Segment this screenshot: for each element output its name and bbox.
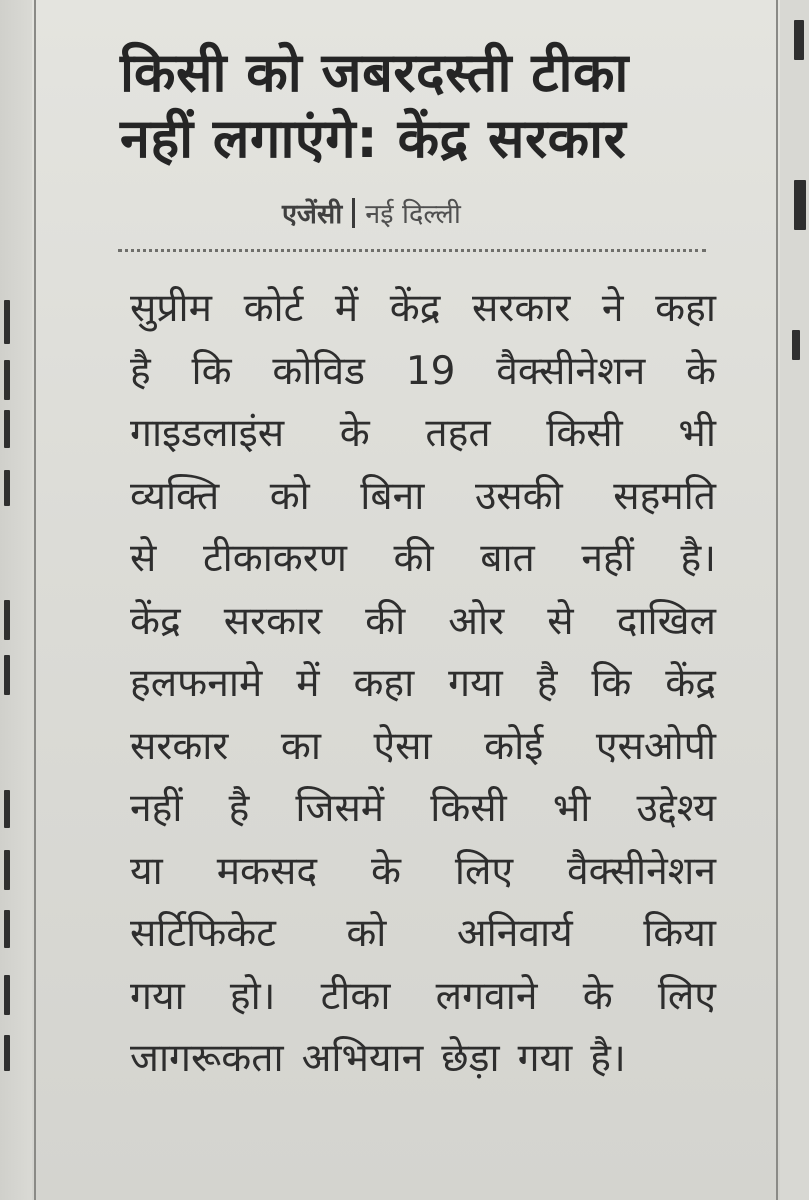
body-line — [130, 466, 716, 529]
body-line — [130, 528, 716, 591]
body-word: गया — [130, 973, 185, 1019]
headline-line: किसी को जबरदस्ती टीका — [120, 41, 629, 104]
body-word: ओर — [448, 598, 505, 644]
body-line — [130, 278, 716, 341]
body-line — [130, 716, 716, 779]
column-divider-right — [776, 0, 778, 1200]
body-word: उद्देश्य — [636, 786, 716, 831]
adjacent-text-fragment — [4, 300, 10, 344]
body-word: है। — [590, 1036, 626, 1081]
adjacent-text-fragment — [4, 1035, 10, 1071]
body-word: कि — [591, 661, 632, 706]
body-word: कि — [191, 348, 232, 394]
body-word: में — [334, 286, 359, 331]
body-word: केंद्र — [130, 598, 181, 644]
body-word: से — [130, 536, 157, 581]
body-word: सर्टिफिकेट — [130, 911, 276, 956]
body-word: दाखिल — [616, 598, 716, 644]
body-word: के — [686, 348, 716, 394]
body-word: सुप्रीम — [130, 286, 212, 331]
body-word: गाइडलाइंस — [130, 411, 285, 456]
adjacent-text-fragment — [4, 910, 10, 948]
body-word: सहमति — [613, 473, 716, 519]
body-word: गया — [448, 661, 503, 706]
body-line — [130, 403, 716, 466]
body-word: उसकी — [474, 473, 563, 519]
body-word: किसी — [430, 786, 507, 831]
body-word: भी — [678, 411, 716, 456]
body-word: भी — [552, 786, 591, 831]
body-word: अभियान — [301, 1036, 424, 1081]
article-body — [70, 278, 716, 1091]
body-word: या — [130, 848, 163, 894]
body-word: ऐसा — [373, 723, 432, 769]
byline-separator — [352, 198, 355, 228]
body-word: नहीं — [581, 536, 634, 581]
byline-location: नई दिल्ली — [365, 199, 461, 230]
body-word: है — [130, 348, 151, 394]
body-word: ने — [601, 286, 624, 331]
body-word: कोर्ट — [243, 286, 304, 331]
adjacent-text-fragment — [4, 410, 10, 448]
body-word: हो। — [229, 973, 276, 1019]
body-word: की — [393, 536, 434, 581]
body-word: है। — [680, 536, 716, 581]
body-word: केंद्र — [665, 661, 716, 706]
adjacent-text-fragment — [794, 20, 804, 60]
body-line — [130, 591, 716, 654]
adjacent-text-fragment — [4, 790, 10, 828]
byline-source: एजेंसी — [282, 199, 343, 230]
body-word: अनिवार्य — [456, 911, 573, 956]
body-word: जागरूकता — [130, 1036, 284, 1081]
body-word: नहीं — [130, 786, 183, 831]
body-word: छेड़ा — [441, 1036, 500, 1081]
body-word: लगवाने — [435, 973, 538, 1019]
body-word: से — [547, 598, 574, 644]
headline-line: नहीं लगाएंगे: केंद्र सरकार — [120, 107, 627, 170]
body-word: के — [339, 411, 370, 456]
body-word: बिना — [360, 473, 425, 519]
adjacent-text-fragment — [4, 600, 10, 640]
body-word: कहा — [353, 661, 415, 706]
body-word: कोविड — [272, 348, 366, 394]
body-word: किसी — [546, 411, 623, 456]
body-word: व्यक्ति — [130, 473, 220, 519]
body-word: की — [365, 598, 406, 644]
body-word: मकसद — [216, 848, 318, 894]
adjacent-text-fragment — [792, 330, 800, 360]
body-word: लिए — [657, 973, 716, 1019]
body-line — [130, 903, 716, 966]
body-word: वैक्सीनेशन — [496, 348, 646, 394]
body-word: हलफनामे — [130, 661, 263, 706]
adjacent-text-fragment — [4, 655, 10, 695]
body-line — [130, 966, 716, 1029]
body-word: सरकार — [223, 598, 323, 644]
body-word: लिए — [454, 848, 514, 894]
body-word: के — [371, 848, 401, 894]
body-word: कोई — [484, 723, 544, 769]
body-word: टीकाकरण — [202, 536, 347, 581]
news-article — [70, 40, 760, 1091]
body-word: कहा — [655, 286, 716, 331]
body-line — [130, 653, 716, 716]
adjacent-text-fragment — [4, 360, 10, 400]
body-word: को — [346, 911, 387, 956]
article-byline — [70, 194, 760, 231]
body-line — [130, 778, 716, 841]
article-headline — [70, 40, 760, 172]
body-word: वैक्सीनेशन — [566, 848, 716, 894]
body-word: को — [269, 473, 310, 519]
adjacent-text-fragment — [794, 180, 806, 230]
body-word: किया — [643, 911, 716, 956]
body-word: है — [228, 786, 250, 831]
body-word: गया — [517, 1036, 573, 1081]
body-word: में — [296, 661, 320, 706]
body-word: का — [280, 723, 321, 769]
column-divider-left — [34, 0, 36, 1200]
body-word: तहत — [425, 411, 491, 456]
body-word: सरकार — [130, 723, 229, 769]
body-line — [130, 841, 716, 904]
body-word: 19 — [405, 348, 456, 394]
body-word: के — [582, 973, 613, 1019]
body-word: बात — [480, 536, 535, 581]
body-word: केंद्र — [389, 286, 441, 331]
body-word: सरकार — [472, 286, 571, 331]
body-line — [130, 341, 716, 404]
adjacent-text-fragment — [4, 470, 10, 506]
body-word: टीका — [320, 973, 391, 1019]
adjacent-column-right — [780, 0, 809, 1200]
body-word: एसओपी — [595, 723, 716, 769]
adjacent-text-fragment — [4, 975, 10, 1015]
body-line — [130, 1028, 716, 1091]
body-word: है — [536, 661, 558, 706]
adjacent-text-fragment — [4, 850, 10, 890]
dotted-divider — [118, 249, 706, 252]
adjacent-column-left — [0, 0, 32, 1200]
body-word: जिसमें — [295, 786, 385, 831]
